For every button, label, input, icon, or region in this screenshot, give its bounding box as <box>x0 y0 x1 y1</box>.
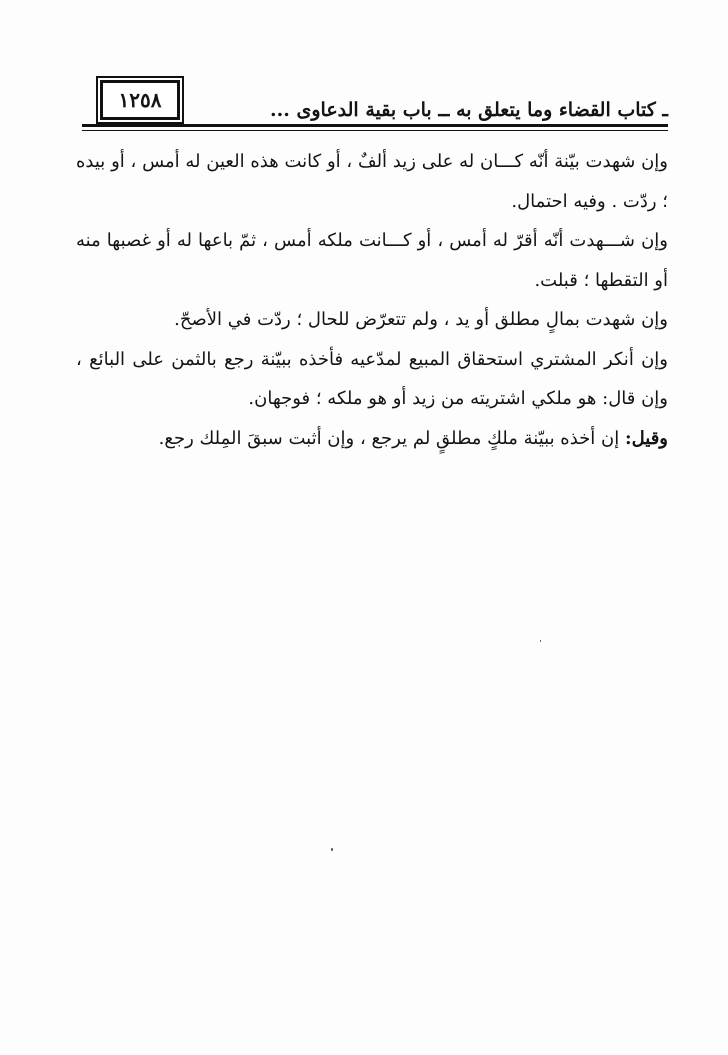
paragraph-3-text: وإن شهدت بمالٍ مطلق أو يد ، ولم تتعرّض للحال ؛ ردّت في الأصحّ. <box>174 309 668 330</box>
header-rule-thick <box>82 124 668 127</box>
paragraph-1-text: وإن شهدت بيّنة أنّه كـــان له على زيد ألفٌ ، أو كانت هذه العين له أمس ، أو بيده ؛ ردّت . وفيه احتمال. <box>76 151 668 212</box>
header-rule-thin <box>82 130 668 131</box>
paragraph-2 <box>76 221 668 300</box>
scan-speck <box>540 640 541 642</box>
paragraph-2-text: وإن شـــهدت أنّه أقرّ له أمس ، أو كـــانت ملكه أمس ، ثمّ باعها له أو غصبها منه أو التقطها ؛ قبلت. <box>76 230 668 291</box>
running-header: ـ كتاب القضاء وما يتعلق به ــ باب بقية الدعاوى ... <box>270 99 668 121</box>
page-number <box>100 80 180 120</box>
scan-speck <box>331 848 333 851</box>
paragraph-3 <box>76 300 668 340</box>
paragraph-1 <box>76 142 668 221</box>
body-text <box>76 142 668 458</box>
page-number-text: ١٢٥٨ <box>118 88 162 112</box>
paragraph-4 <box>76 340 668 419</box>
paragraph-5 <box>76 419 668 459</box>
paragraph-5-text: إن أخذه ببيّنة ملكٍ مطلقٍ لم يرجع ، وإن أثبت سبقَ المِلك رجع. <box>158 427 625 449</box>
paragraph-5-lead: وقيل: <box>624 427 668 449</box>
paragraph-4-text: وإن أنكر المشتري استحقاق المبيع لمدّعيه فأخذه ببيّنة رجع بالثمن على البائع ، وإن قال: هو ملكي اشتريته من زيد أو هو ملكه ؛ فوجهان. <box>76 348 668 409</box>
